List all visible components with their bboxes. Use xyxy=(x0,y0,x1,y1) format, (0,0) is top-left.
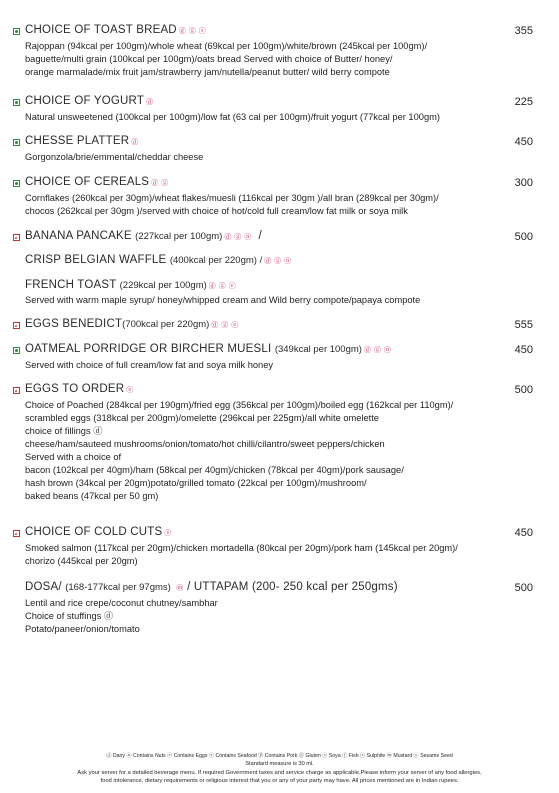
item-price: 450 xyxy=(514,136,533,148)
item-price: 300 xyxy=(514,177,533,189)
description-line: bacon (102kcal per 40gm)/ham (58kcal per 40gm)/chicken (78kcal per 40gm)/pork sausage/ xyxy=(25,465,404,475)
item-price: 450 xyxy=(514,527,533,539)
veg-icon xyxy=(13,99,20,106)
description-line: cheese/ham/sauteed mushrooms/onion/tomato/hot chilli/cilantro/sweet peppers/chicken xyxy=(25,439,385,449)
item-title: CHOICE OF CEREALS ⓓ ⓖ xyxy=(25,176,169,188)
non-veg-icon xyxy=(13,234,20,241)
item-title: DOSA/ (168-177kcal per 97gms) ⓜ / UTTAPAM (200- 250 kcal per 250gms) xyxy=(25,581,398,593)
standard-measure-note: Standard measure is 30 ml. xyxy=(245,761,314,767)
item-price: 355 xyxy=(514,25,533,37)
allergen-icons: ⓓ ⓖ ⓔ xyxy=(208,283,237,290)
item-title: EGGS BENEDICT(700kcal per 220gm) ⓓ ⓖ ⓔ xyxy=(25,318,239,330)
item-title: CHOICE OF COLD CUTS ⓢ xyxy=(25,526,172,538)
item-description xyxy=(25,151,525,164)
description-line: Potato/paneer/onion/tomato xyxy=(25,624,140,634)
description-line: chorizo (445kcal per 20gm) xyxy=(25,556,138,566)
allergen-icons: ⓓ ⓖ ⓢ xyxy=(178,28,207,35)
description-line: Smoked salmon (117kcal per 20gm)/chicken mortadella (80kcal per 20gm)/pork ham (145kcal per 20gm)/ xyxy=(25,543,458,553)
item-price: 500 xyxy=(514,384,533,396)
item-description xyxy=(25,399,525,503)
item-title: BANANA PANCAKE (227kcal per 100gm) ⓓ ⓖ ⓝ / xyxy=(25,230,262,242)
item-title: CRISP BELGIAN WAFFLE (400kcal per 220gm) / ⓓ ⓖ ⓝ xyxy=(25,254,292,266)
allergen-icons: ⓓ ⓖ ⓝ xyxy=(224,234,252,241)
item-description xyxy=(25,294,525,307)
description-line: hash brown (34kcal per 20gm)potato/grilled tomato (22kcal per 100gm)/mushroom/ xyxy=(25,478,367,488)
item-title: CHESSE PLATTER ⓓ xyxy=(25,135,139,147)
item-title: FRENCH TOAST (229kcal per 100gm) ⓓ ⓖ ⓔ xyxy=(25,279,237,291)
description-line: baked beans (47kcal per 50 gm) xyxy=(25,491,159,501)
description-line: baguette/multi grain (100kcal per 100gm)/oats bread Served with choice of Butter/ honey/ xyxy=(25,54,393,64)
description-line: Cornflakes (260kcal per 30gm)/wheat flakes/muesli (116kcal per 30gm )/all bran (289kcal per 30gm)/ xyxy=(25,193,439,203)
allergen-icons: ⓢ xyxy=(164,530,172,537)
description-line: Choice of Poached (284kcal per 190gm)/fried egg (356kcal per 100gm)/boiled egg (162kcal per 110gm)/ xyxy=(25,400,454,410)
allergen-icons: ⓓ ⓖ ⓝ xyxy=(363,347,392,354)
description-line: Served with a choice of xyxy=(25,452,122,462)
non-veg-icon xyxy=(13,322,20,329)
item-description xyxy=(25,111,525,124)
description-line: Choice of stuffings ⓓ xyxy=(25,611,114,621)
allergen-icons: ⓜ xyxy=(176,585,184,592)
disclaimer-line: Ask your server for a detailed beverage menu. If required Government taxes and service charge as applicable.Please inform your server of any food allergies, xyxy=(77,770,482,776)
disclaimer xyxy=(0,770,559,785)
allergen-icons: ⓔ xyxy=(126,387,134,394)
allergen-icons: ⓓ ⓖ ⓔ xyxy=(211,322,239,329)
allergen-icons: ⓓ ⓖ ⓝ xyxy=(264,258,292,265)
description-line: Gorgonzola/brie/emmental/cheddar cheese xyxy=(25,152,204,162)
description-line: Served with choice of full cream/low fat and soya milk honey xyxy=(25,360,274,370)
veg-icon xyxy=(13,28,20,35)
description-line: Served with warm maple syrup/ honey/whipped cream and Wild berry compote/papaya compote xyxy=(25,295,421,305)
description-line: Rajoppan (94kcal per 100gm)/whole wheat (69kcal per 100gm)/white/brown (245kcal per 100gm)/ xyxy=(25,41,428,51)
description-line: orange marmalade/mix fruit jam/strawberry jam/nutella/peanut butter/ wild berry compote xyxy=(25,67,390,77)
item-description xyxy=(25,40,525,79)
veg-icon xyxy=(13,180,20,187)
item-description xyxy=(25,192,525,218)
allergen-icons: ⓓ ⓖ xyxy=(151,180,169,187)
veg-icon xyxy=(13,347,20,354)
item-title: OATMEAL PORRIDGE OR BIRCHER MUESLI (349kcal per 100gm) ⓓ ⓖ ⓝ xyxy=(25,343,392,355)
description-line: chocos (262kcal per 30gm )/served with choice of hot/cold full cream/low fat milk or soya milk xyxy=(25,206,408,216)
item-price: 225 xyxy=(514,96,533,108)
description-line: Lentil and rice crepe/coconut chutney/sambhar xyxy=(25,598,218,608)
allergen-icons: ⓓ xyxy=(146,99,154,106)
veg-icon xyxy=(13,139,20,146)
item-price: 450 xyxy=(514,344,533,356)
allergen-legend: ⓓ Dairy ⓝ Contains Nuts ⓔ Contains Eggs ⓢ Contains Seafood ⓟ Contains Pork ⓖ Gluten ⓢ Soya ⓕ Fish ⓢ Sulphite ⓜ Mustard ⓢ Sesame Seed xyxy=(106,753,453,759)
non-veg-icon xyxy=(13,387,20,394)
description-line: choice of fillings ⓓ xyxy=(25,426,103,436)
allergen-icons: ⓓ xyxy=(131,139,139,146)
non-veg-icon xyxy=(13,530,20,537)
item-price: 500 xyxy=(514,582,533,594)
item-description xyxy=(25,542,525,568)
disclaimer-line: food intolerance, dietary requirements or religious interest that you or any of your party may have. All prices mentioned are in Indian rupees. xyxy=(100,777,459,784)
item-price: 555 xyxy=(514,319,533,331)
description-line: Natural unsweetened (100kcal per 100gm)/low fat (63 cal per 100gm)/fruit yogurt (77kcal per 100gm) xyxy=(25,112,440,122)
item-price: 500 xyxy=(514,231,533,243)
item-title: CHOICE OF TOAST BREAD ⓓ ⓖ ⓢ xyxy=(25,24,207,36)
item-description xyxy=(25,359,525,372)
item-title: CHOICE OF YOGURT ⓓ xyxy=(25,95,154,107)
description-line: scrambled eggs (318kcal per 200gm)/omelette (296kcal per 225gm)/all white omelette xyxy=(25,413,379,423)
item-description xyxy=(25,597,525,636)
item-title: EGGS TO ORDER ⓔ xyxy=(25,383,134,395)
